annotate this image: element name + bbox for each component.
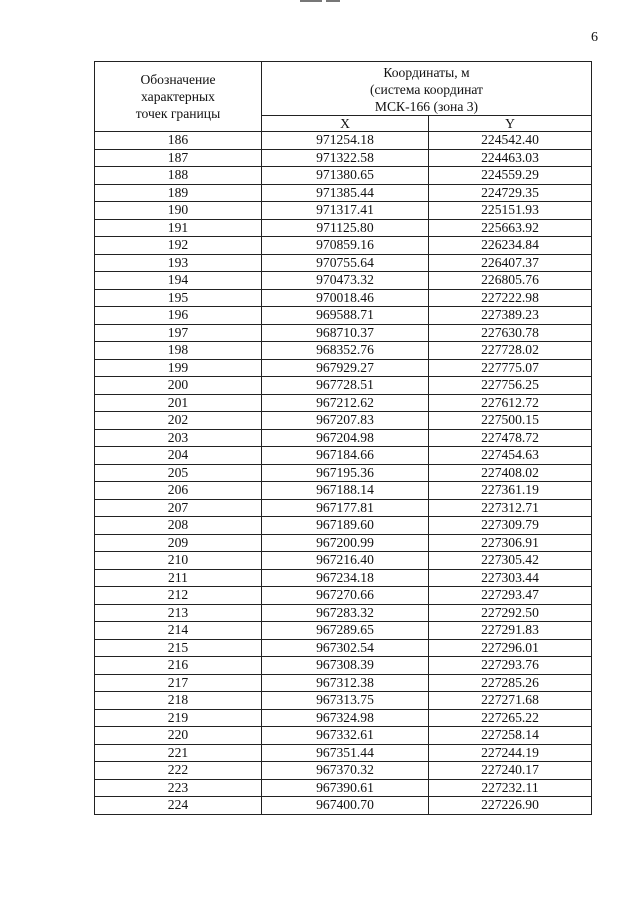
coords-header-line: Координаты, м: [383, 65, 470, 80]
x-coordinate-cell: 967270.66: [262, 587, 429, 605]
y-coordinate-cell: 227312.71: [429, 499, 592, 517]
y-coordinate-cell: 227612.72: [429, 394, 592, 412]
x-coordinate-cell: 967370.32: [262, 762, 429, 780]
y-coordinate-cell: 227500.15: [429, 412, 592, 430]
x-coordinate-cell: 967234.18: [262, 569, 429, 587]
point-cell: 202: [95, 412, 262, 430]
x-coordinate-cell: 970859.16: [262, 237, 429, 255]
x-coordinate-cell: 967216.40: [262, 552, 429, 570]
table-row: [95, 132, 592, 150]
x-coordinate-cell: 967177.81: [262, 499, 429, 517]
top-edge-mark-right: [326, 0, 340, 2]
table-row: [95, 272, 592, 290]
table-row: [95, 744, 592, 762]
table-row: [95, 149, 592, 167]
point-cell: 196: [95, 307, 262, 325]
point-cell: 219: [95, 709, 262, 727]
point-cell: 192: [95, 237, 262, 255]
table-row: [95, 219, 592, 237]
x-coordinate-cell: 967200.99: [262, 534, 429, 552]
point-cell: 212: [95, 587, 262, 605]
table-row: [95, 657, 592, 675]
point-cell: 205: [95, 464, 262, 482]
table-row: [95, 534, 592, 552]
x-coordinate-cell: 967308.39: [262, 657, 429, 675]
x-coordinate-cell: 970018.46: [262, 289, 429, 307]
point-cell: 186: [95, 132, 262, 150]
point-cell: 208: [95, 517, 262, 535]
point-cell: 209: [95, 534, 262, 552]
point-cell: 217: [95, 674, 262, 692]
table-row: [95, 237, 592, 255]
y-coordinate-cell: 227306.91: [429, 534, 592, 552]
y-coordinate-cell: 227309.79: [429, 517, 592, 535]
table-row: [95, 674, 592, 692]
point-cell: 187: [95, 149, 262, 167]
table-row: [95, 482, 592, 500]
point-cell: 210: [95, 552, 262, 570]
coords-header-line: МСК-166 (зона 3): [374, 99, 479, 114]
y-coordinate-cell: 227232.11: [429, 779, 592, 797]
y-coordinate-cell: 227408.02: [429, 464, 592, 482]
y-coordinate-cell: 227389.23: [429, 307, 592, 325]
x-coordinate-cell: 971254.18: [262, 132, 429, 150]
y-coordinate-cell: 227728.02: [429, 342, 592, 360]
table-row: [95, 517, 592, 535]
x-coordinate-cell: 968710.37: [262, 324, 429, 342]
point-cell: 206: [95, 482, 262, 500]
x-coordinate-cell: 970755.64: [262, 254, 429, 272]
table-row: [95, 622, 592, 640]
table-body: [95, 132, 592, 815]
table-row: [95, 342, 592, 360]
x-coordinate-cell: 967728.51: [262, 377, 429, 395]
point-cell: 215: [95, 639, 262, 657]
x-coordinate-cell: 967302.54: [262, 639, 429, 657]
table-row: [95, 394, 592, 412]
y-coordinate-cell: 227258.14: [429, 727, 592, 745]
point-cell: 197: [95, 324, 262, 342]
x-coordinate-cell: 967207.83: [262, 412, 429, 430]
point-cell: 221: [95, 744, 262, 762]
table-row: [95, 429, 592, 447]
table-row: [95, 412, 592, 430]
y-coordinate-cell: 227244.19: [429, 744, 592, 762]
point-cell: 207: [95, 499, 262, 517]
table-row: [95, 604, 592, 622]
y-coordinate-cell: 227285.26: [429, 674, 592, 692]
y-coordinate-cell: 227291.83: [429, 622, 592, 640]
table-row: [95, 289, 592, 307]
x-coordinate-cell: 971125.80: [262, 219, 429, 237]
point-cell: 223: [95, 779, 262, 797]
point-cell: 203: [95, 429, 262, 447]
y-coordinate-cell: 227296.01: [429, 639, 592, 657]
table-row: [95, 762, 592, 780]
point-cell: 222: [95, 762, 262, 780]
y-coordinate-cell: 227265.22: [429, 709, 592, 727]
x-coordinate-cell: 967289.65: [262, 622, 429, 640]
coordinates-header: [262, 62, 592, 116]
table-row: [95, 569, 592, 587]
x-coordinate-cell: 967204.98: [262, 429, 429, 447]
point-cell: 199: [95, 359, 262, 377]
x-coordinate-cell: 968352.76: [262, 342, 429, 360]
y-coordinate-cell: 226805.76: [429, 272, 592, 290]
table-row: [95, 499, 592, 517]
table-row: [95, 184, 592, 202]
x-coordinate-cell: 971380.65: [262, 167, 429, 185]
point-designation-header: [95, 62, 262, 132]
x-coordinate-cell: 970473.32: [262, 272, 429, 290]
y-coordinate-cell: 224559.29: [429, 167, 592, 185]
x-coordinate-cell: 967189.60: [262, 517, 429, 535]
point-cell: 204: [95, 447, 262, 465]
top-edge-mark-left: [300, 0, 322, 2]
y-coordinate-cell: 227303.44: [429, 569, 592, 587]
table-row: [95, 464, 592, 482]
table-row: [95, 709, 592, 727]
x-coordinate-cell: 967929.27: [262, 359, 429, 377]
table-row: [95, 447, 592, 465]
table-row: [95, 377, 592, 395]
y-coordinate-cell: 227226.90: [429, 797, 592, 815]
y-coordinate-cell: 227756.25: [429, 377, 592, 395]
x-coordinate-cell: 967283.32: [262, 604, 429, 622]
x-coordinate-cell: 967390.61: [262, 779, 429, 797]
table-row: [95, 552, 592, 570]
y-coordinate-cell: 227361.19: [429, 482, 592, 500]
y-coordinate-cell: 227293.76: [429, 657, 592, 675]
point-cell: 189: [95, 184, 262, 202]
coords-header-line: (система координат: [370, 82, 483, 97]
point-header-line: Обозначение: [140, 72, 216, 87]
y-coordinate-cell: 224542.40: [429, 132, 592, 150]
point-cell: 211: [95, 569, 262, 587]
table-row: [95, 692, 592, 710]
point-cell: 216: [95, 657, 262, 675]
table-row: [95, 587, 592, 605]
x-coordinate-cell: 971317.41: [262, 202, 429, 220]
table-row: [95, 254, 592, 272]
x-coordinate-cell: 967324.98: [262, 709, 429, 727]
x-coordinate-cell: 967212.62: [262, 394, 429, 412]
point-cell: 191: [95, 219, 262, 237]
y-coordinate-cell: 227454.63: [429, 447, 592, 465]
table-row: [95, 307, 592, 325]
y-coordinate-cell: 227478.72: [429, 429, 592, 447]
x-coordinate-cell: 967400.70: [262, 797, 429, 815]
table-row: [95, 167, 592, 185]
y-coordinate-cell: 224463.03: [429, 149, 592, 167]
point-cell: 188: [95, 167, 262, 185]
table-row: [95, 202, 592, 220]
x-coordinate-cell: 967313.75: [262, 692, 429, 710]
boundary-coordinates-table: [94, 61, 592, 815]
table-row: [95, 797, 592, 815]
x-coordinate-cell: 967332.61: [262, 727, 429, 745]
y-coordinate-cell: 227292.50: [429, 604, 592, 622]
point-cell: 200: [95, 377, 262, 395]
point-cell: 220: [95, 727, 262, 745]
table-row: [95, 639, 592, 657]
table-header: [95, 62, 592, 132]
table-row: [95, 359, 592, 377]
point-cell: 190: [95, 202, 262, 220]
table-row: [95, 727, 592, 745]
point-cell: 193: [95, 254, 262, 272]
y-column-header: Y: [429, 116, 592, 132]
x-coordinate-cell: 971385.44: [262, 184, 429, 202]
x-coordinate-cell: 967312.38: [262, 674, 429, 692]
y-coordinate-cell: 224729.35: [429, 184, 592, 202]
y-coordinate-cell: 225663.92: [429, 219, 592, 237]
x-coordinate-cell: 969588.71: [262, 307, 429, 325]
x-coordinate-cell: 967195.36: [262, 464, 429, 482]
point-cell: 213: [95, 604, 262, 622]
point-cell: 218: [95, 692, 262, 710]
x-coordinate-cell: 967188.14: [262, 482, 429, 500]
y-coordinate-cell: 227293.47: [429, 587, 592, 605]
page-number: 6: [591, 30, 598, 45]
x-coordinate-cell: 967351.44: [262, 744, 429, 762]
point-header-line: точек границы: [135, 106, 221, 121]
y-coordinate-cell: 227630.78: [429, 324, 592, 342]
point-cell: 214: [95, 622, 262, 640]
point-cell: 194: [95, 272, 262, 290]
point-cell: 195: [95, 289, 262, 307]
table-row: [95, 324, 592, 342]
y-coordinate-cell: 226234.84: [429, 237, 592, 255]
y-coordinate-cell: 225151.93: [429, 202, 592, 220]
table-row: [95, 779, 592, 797]
x-coordinate-cell: 967184.66: [262, 447, 429, 465]
y-coordinate-cell: 227775.07: [429, 359, 592, 377]
point-cell: 201: [95, 394, 262, 412]
y-coordinate-cell: 227222.98: [429, 289, 592, 307]
point-header-line: характерных: [141, 89, 215, 104]
y-coordinate-cell: 226407.37: [429, 254, 592, 272]
y-coordinate-cell: 227271.68: [429, 692, 592, 710]
x-column-header: X: [262, 116, 429, 132]
point-cell: 224: [95, 797, 262, 815]
y-coordinate-cell: 227240.17: [429, 762, 592, 780]
point-cell: 198: [95, 342, 262, 360]
x-coordinate-cell: 971322.58: [262, 149, 429, 167]
y-coordinate-cell: 227305.42: [429, 552, 592, 570]
